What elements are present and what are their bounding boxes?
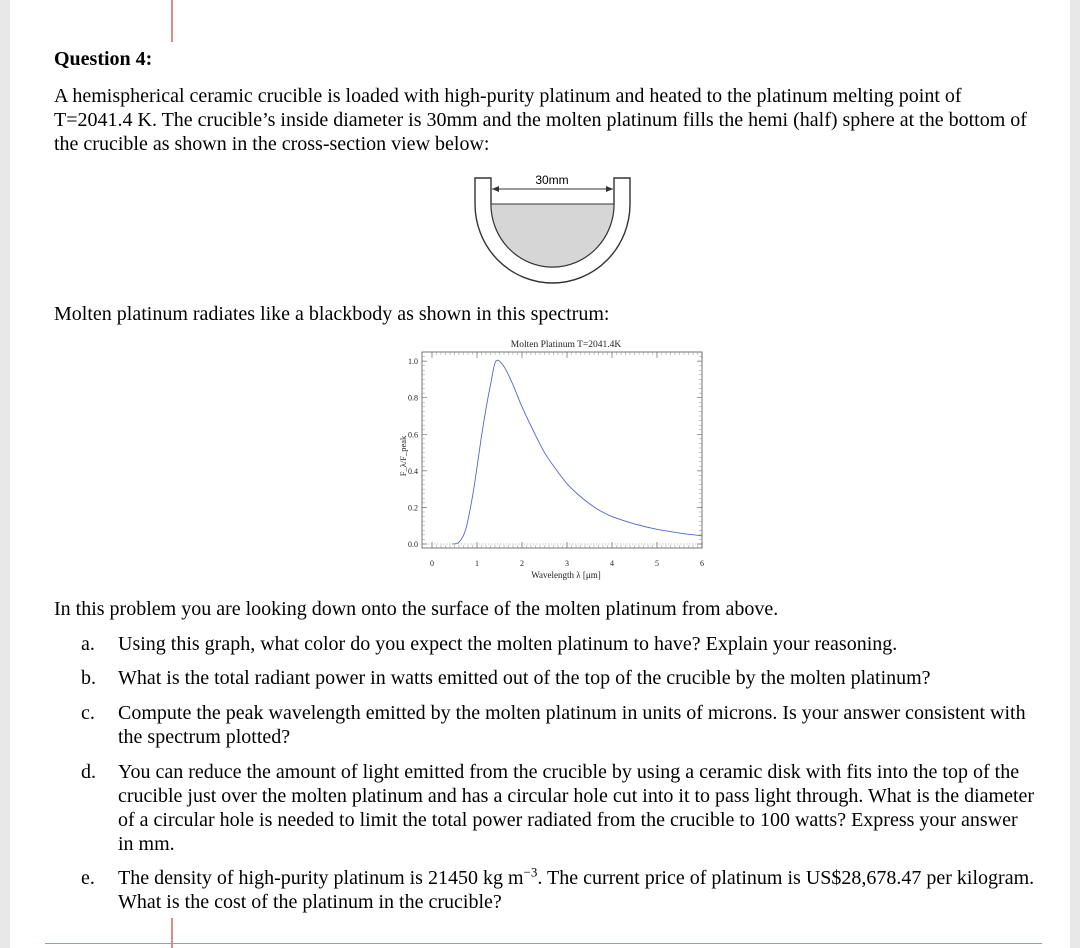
crucible-diagram: [458, 170, 638, 285]
item-letter: b.: [81, 667, 96, 689]
item-text: Using this graph, what color do you expect the molten platinum to have? Explain your reasoning.: [118, 633, 898, 655]
x-tick-label: 5: [655, 559, 659, 568]
x-axis-label: Wavelength λ [μm]: [531, 570, 601, 580]
y-tick-label: 0.6: [408, 430, 418, 440]
item-letter: d.: [81, 761, 96, 783]
intro-paragraph: A hemispherical ceramic crucible is loaded with high-purity platinum and heated to the platinum melting point of T=2041.4 K. The crucible’s inside diameter is 30mm and the molten platinum fills the hemi (half) sphere at the bottom of the crucible as shown in the cross-section view below:: [54, 85, 1027, 155]
diameter-label: 30mm: [535, 173, 569, 187]
y-axis-label: F_λ/F_peak: [398, 435, 408, 477]
item-text: What is the total radiant power in watts emitted out of the top of the crucible by the molten platinum?: [118, 667, 931, 689]
item-text-part: The density of high-purity platinum is 21450 kg m: [118, 867, 524, 889]
x-tick-label: 4: [610, 559, 614, 568]
item-text: You can reduce the amount of light emitted from the crucible by using a ceramic disk with fits into the top of the crucible just over the molten platinum and has a circular hole cut into it to pass light through. What is the diameter of a circular hole is needed to limit the total power radiated from the crucible to 100 watts? Express your answer in mm.: [118, 761, 1035, 855]
y-tick-label: 0.0: [408, 540, 418, 549]
y-tick-label: 0.2: [408, 503, 418, 513]
bottom-rule: [45, 943, 1042, 944]
density-exponent: −3: [523, 864, 538, 880]
document-page: [10, 0, 1070, 948]
spectrum-chart: [380, 338, 720, 588]
arrow-head-right: [606, 186, 613, 192]
y-tick-label: 0.4: [408, 466, 418, 476]
x-tick-label: 1: [475, 559, 479, 568]
x-tick-label: 6: [700, 559, 704, 568]
x-tick-label: 3: [565, 559, 569, 568]
spectrum-curve: [452, 360, 702, 544]
arrow-head-left: [492, 186, 499, 192]
item-letter: a.: [81, 633, 95, 655]
item-text: [118, 866, 1038, 914]
question-title: Question 4:: [54, 48, 153, 70]
text-cursor-marker: [171, 0, 173, 42]
item-letter: e.: [81, 867, 95, 889]
chart-title: Molten Platinum T=2041.4K: [510, 340, 622, 350]
x-tick-label: 2: [520, 559, 524, 568]
plot-frame: [422, 352, 702, 548]
item-letter: c.: [81, 702, 95, 724]
looking-down-paragraph: In this problem you are looking down onto the surface of the molten platinum from above.: [54, 598, 779, 620]
item-text-part: . The current price of platinum is US$28,678.47 per kilogram. What is the cost of the platinum in the crucible?: [118, 867, 1035, 913]
item-text: Compute the peak wavelength emitted by the molten platinum in units of microns. Is your answer consistent with the spectrum plotted?: [118, 702, 1026, 748]
x-tick-label: 0: [430, 559, 434, 568]
y-tick-label: 0.8: [408, 393, 418, 403]
spectrum-intro: Molten platinum radiates like a blackbody as shown in this spectrum:: [54, 303, 610, 325]
y-tick-label: 1.0: [408, 357, 418, 367]
